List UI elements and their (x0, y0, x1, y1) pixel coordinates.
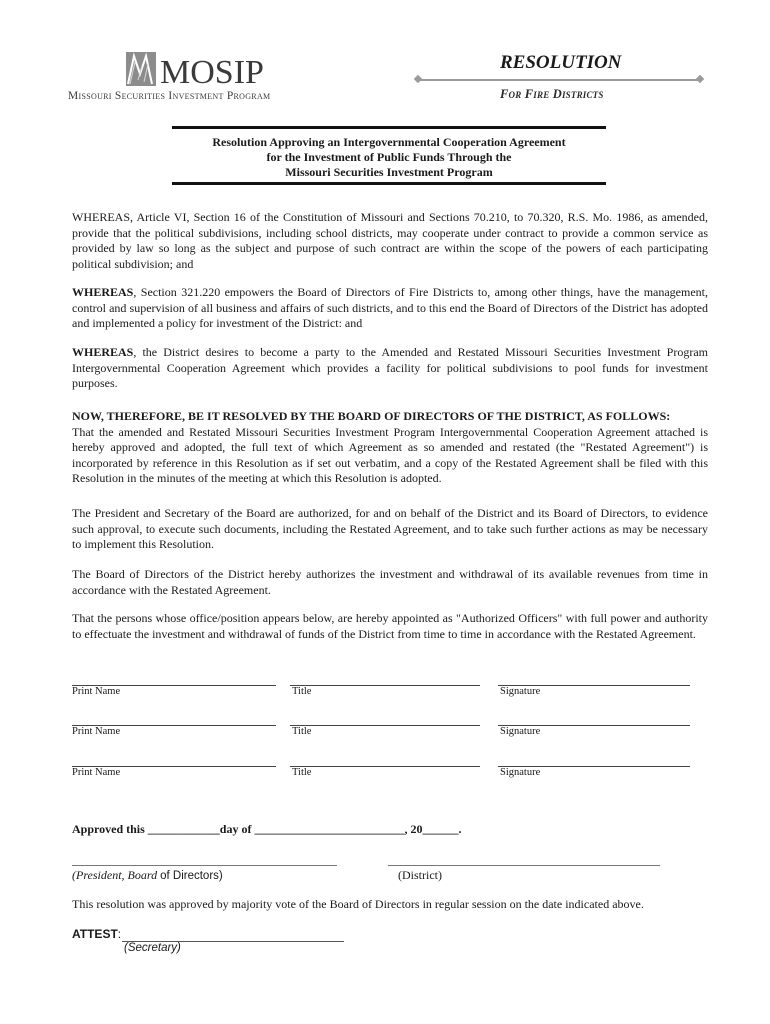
signature-label: Signature (500, 686, 541, 697)
president-label-italic: (President, Board (72, 868, 161, 882)
signature-label: Signature (500, 726, 541, 737)
vote-statement: This resolution was approved by majority vote of the Board of Directors in regular session on the date indicated above. (72, 897, 644, 911)
title-rule-top (172, 126, 606, 129)
district-line[interactable] (388, 865, 660, 866)
document-title-line1: Resolution Approving an Intergovernmental Cooperation Agreement (212, 135, 566, 149)
document-title (172, 135, 606, 180)
president-signature-line[interactable] (72, 865, 337, 866)
approval-date-line[interactable]: Approved this ____________day of _________________________, 20______. (72, 822, 462, 836)
title-rule-bottom (172, 182, 606, 185)
resolved-heading: NOW, THEREFORE, BE IT RESOLVED BY THE BOARD OF DIRECTORS OF THE DISTRICT, AS FOLLOWS: (72, 409, 671, 423)
title-line[interactable] (290, 685, 480, 686)
title-label: Title (292, 767, 312, 778)
logo-wordmark: MOSIP (160, 54, 264, 91)
attest-colon: : (117, 927, 122, 941)
document-title-line2: for the Investment of Public Funds Through the (266, 150, 512, 164)
document-title-line3: Missouri Securities Investment Program (285, 165, 493, 179)
whereas-lead-2: WHEREAS (72, 285, 134, 299)
whereas-body-3: , the District desires to become a party to the Amended and Restated Missouri Securities Investment Program Intergovernmental Cooperation Agreement which provides a facility for political subdivisions to pool funds for investment purposes. (72, 345, 708, 391)
title-label: Title (292, 726, 312, 737)
investment-paragraph: The Board of Directors of the District hereby authorizes the investment and withdrawal of its available revenues from time in accordance with the Restated Agreement. (72, 567, 708, 597)
header-divider (418, 79, 700, 81)
secretary-label: (Secretary) (124, 942, 181, 954)
attest-word: ATTEST (72, 927, 118, 941)
print-name-label: Print Name (72, 726, 121, 737)
authorized-officers-paragraph: That the persons whose office/position appears below, are hereby appointed as "Authorized Officers" with full power and authority to effectuate the investment and withdrawal of funds of the District from time to time in accordance with the Restated Agreement. (72, 611, 708, 641)
authorization-paragraph: The President and Secretary of the Board are authorized, for and on behalf of the District and its Board of Directors, to evidence such approval, to execute such documents, including the Restated Agreement, and to take such further actions as may be necessary to implement this Resolution. (72, 506, 708, 552)
resolution-subtitle: For Fire Districts (500, 87, 604, 101)
signature-label: Signature (500, 767, 541, 778)
print-name-label: Print Name (72, 767, 121, 778)
whereas-body-2: , Section 321.220 empowers the Board of Directors of Fire Districts to, among other things, have the management, control and supervision of all business and affairs of such districts, and to this end the Board of Directors of the District has adopted and implemented a policy for investment of the District: and (72, 285, 708, 331)
title-line[interactable] (290, 766, 480, 767)
president-label-rest: of Directors) (160, 870, 223, 882)
mosip-logo (68, 50, 328, 106)
title-label: Title (292, 686, 312, 697)
district-label: (District) (398, 868, 442, 882)
president-label (72, 868, 223, 883)
whereas-lead-3: WHEREAS (72, 345, 134, 359)
attest-label (72, 927, 121, 941)
resolved-body: That the amended and Restated Missouri Securities Investment Program Intergovernmental Cooperation Agreement attached is hereby approved and adopted, the full text of which Agreement as so amended and restated (the "Restated Agreement") is incorporated by reference in this Resolution as if set out verbatim, and a copy of the Restated Agreement shall be filed with this Resolution in the minutes of the meeting at which this Resolution is adopted. (72, 424, 708, 486)
whereas-paragraph-2 (72, 285, 708, 332)
resolved-paragraph (72, 409, 708, 487)
whereas-paragraph-1: WHEREAS, Article VI, Section 16 of the Constitution of Missouri and Sections 70.210, to 70.320, R.S. Mo. 1986, as amended, provide that the political subdivisions, including school districts, may cooperate under contract to provide a common service as provided by law so long as the subject and purpose of such contract are within the scope of the powers of each participating political subdivision; and (72, 210, 708, 271)
mosip-logo-mark-icon (126, 52, 156, 86)
resolution-title: RESOLUTION (500, 52, 622, 73)
title-line[interactable] (290, 725, 480, 726)
whereas-paragraph-3 (72, 345, 708, 392)
logo-subtitle: Missouri Securities Investment Program (68, 90, 271, 102)
print-name-label: Print Name (72, 686, 121, 697)
